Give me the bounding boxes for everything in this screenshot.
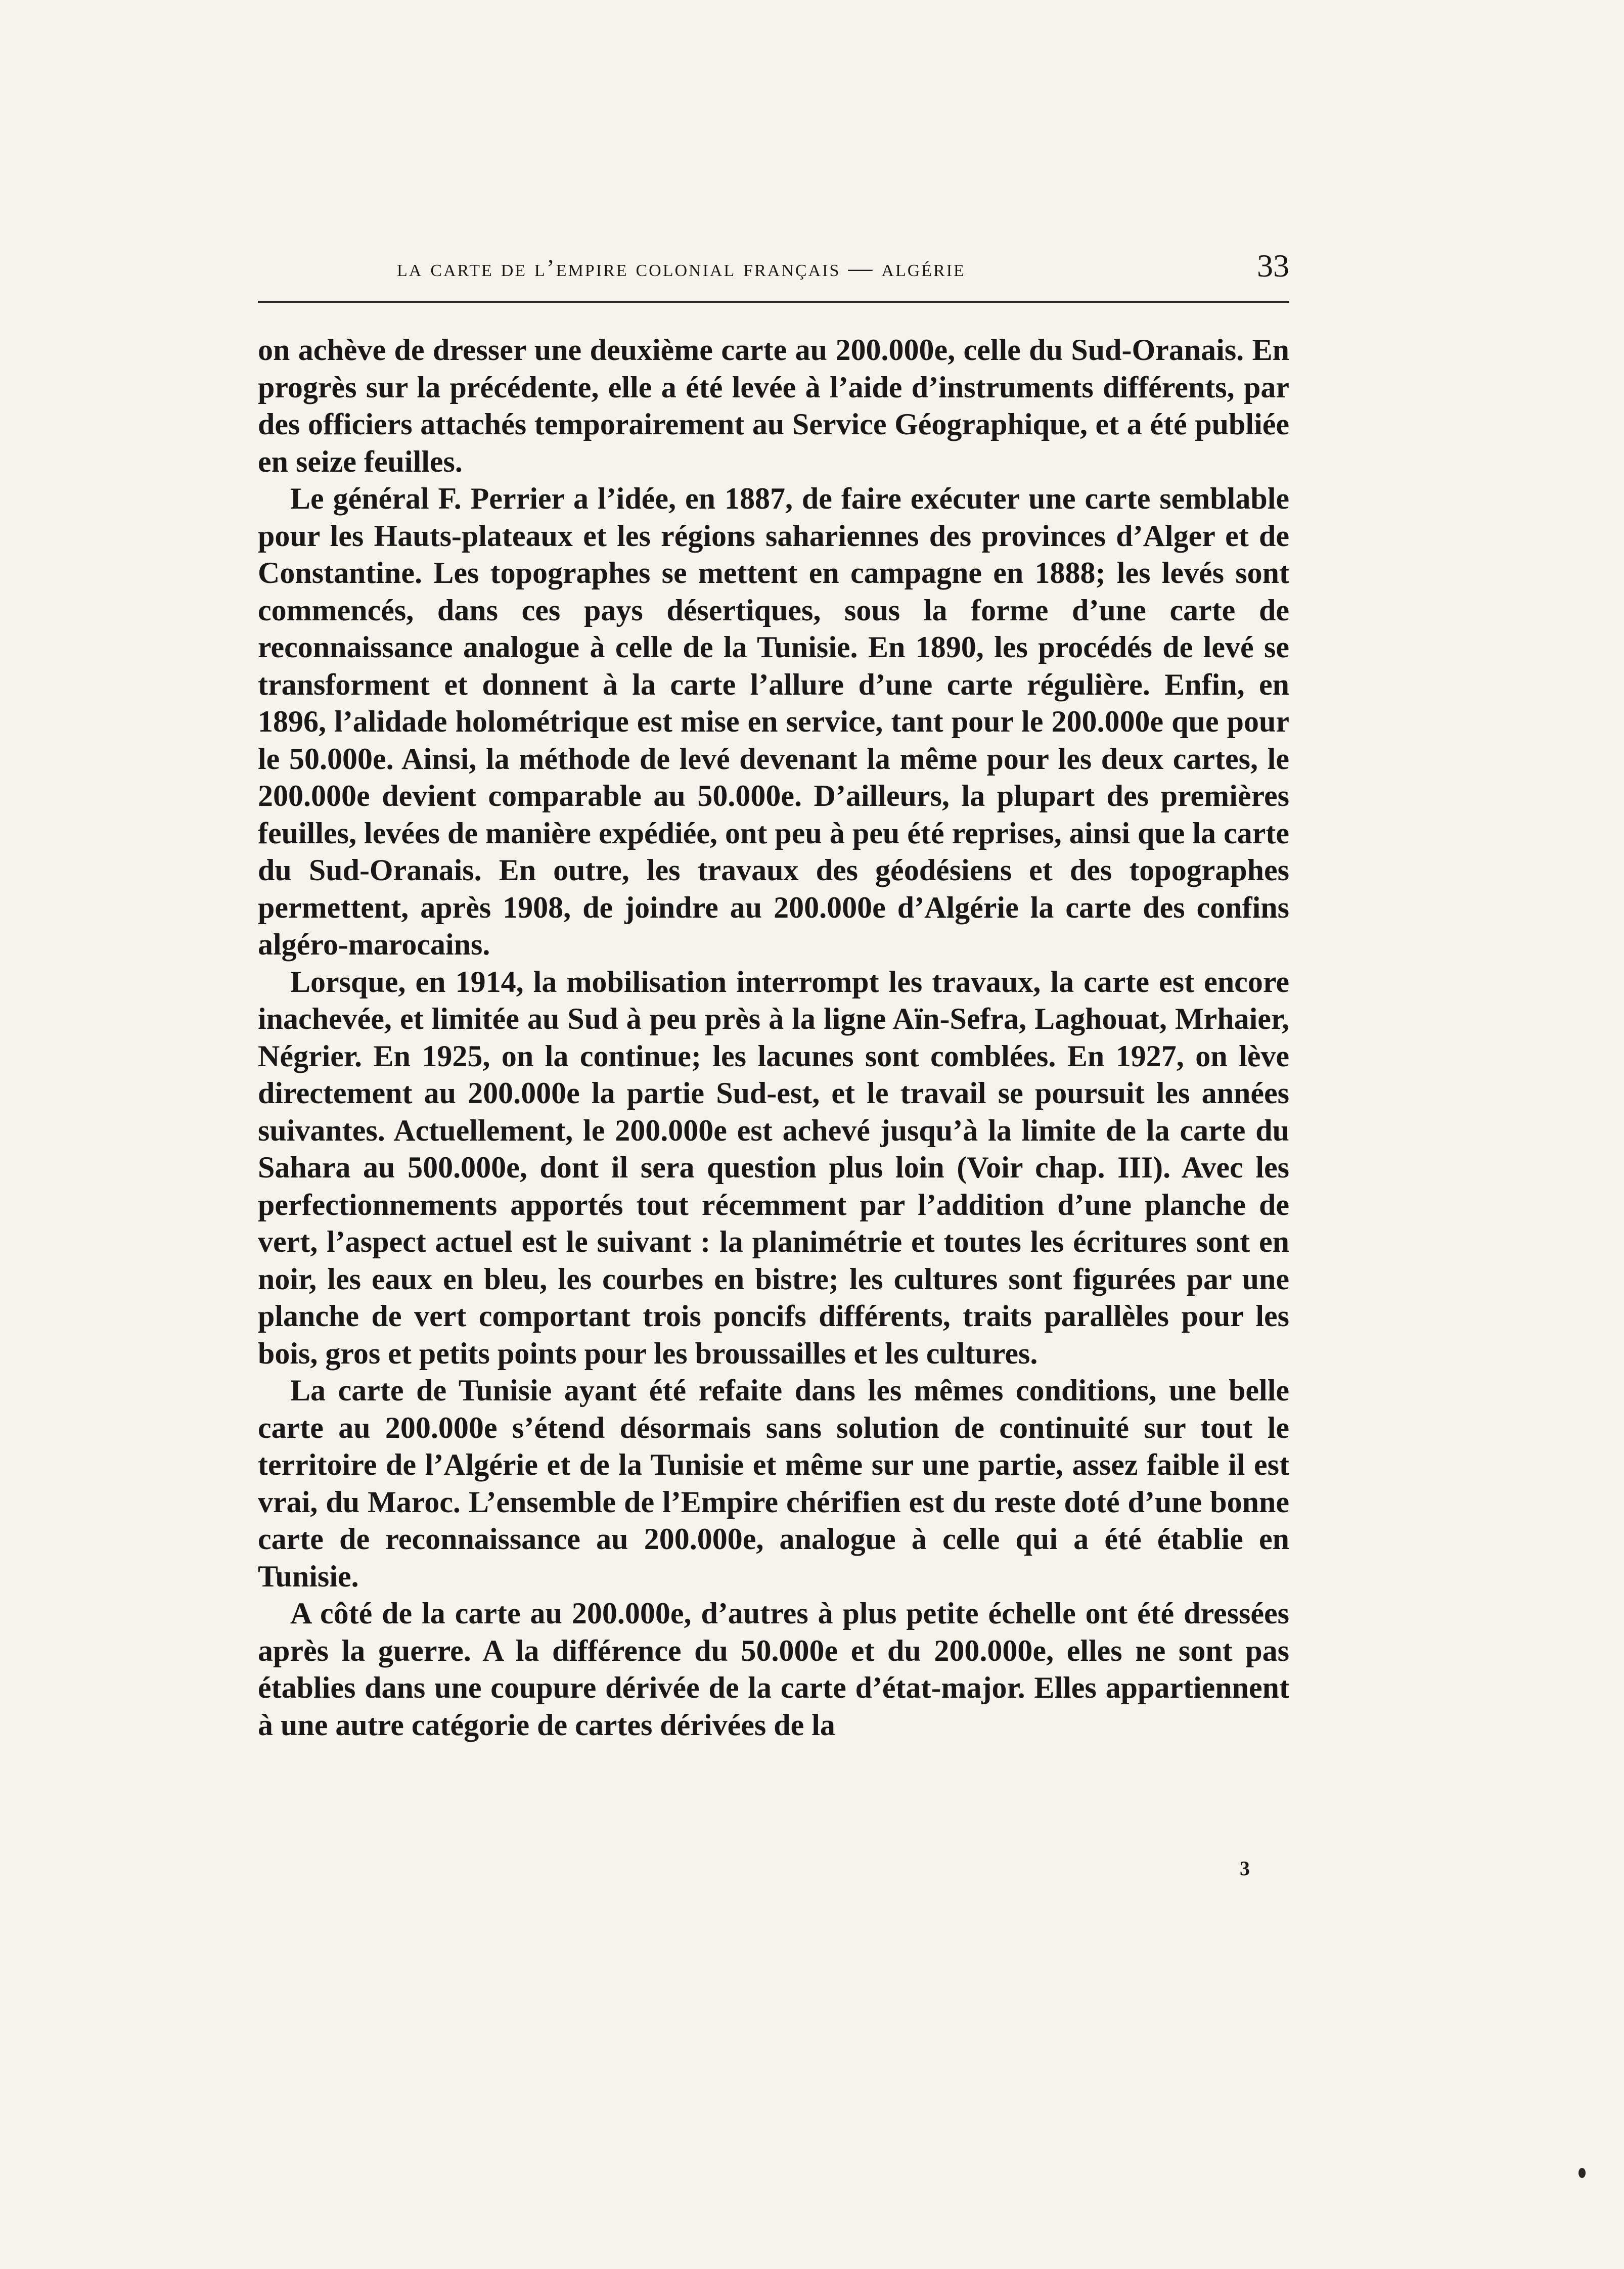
paragraph: on achève de dresser une deuxième carte au 200.000e, celle du Sud-Oranais. En progrès sur la précédente, elle a été levée à l’aide d’instruments différents, par des officiers attachés temporairement au Service Géographique, et a été publiée en seize feuilles. (258, 333, 1289, 478)
page-number: 33 (1257, 248, 1289, 284)
ink-speck (1578, 2168, 1586, 2178)
running-header (258, 245, 1289, 303)
paragraph: A côté de la carte au 200.000e, d’autres à plus petite échelle ont été dressées après la guerre. A la différence du 50.000e et du 200.000e, elles ne sont pas établies dans une coupure dérivée de la carte d’état-major. Elles appartiennent à une autre catégorie de cartes dérivées de la (258, 1597, 1289, 1742)
body-text (258, 332, 1289, 1744)
running-title: la carte de l’empire colonial français — algérie (397, 255, 966, 282)
signature-mark: 3 (1240, 1857, 1250, 1880)
paragraph: La carte de Tunisie ayant été refaite dans les mêmes conditions, une belle carte au 200.000e s’étend désormais sans solution de continuité sur tout le territoire de l’Algérie et de la Tunisie et même sur une partie, assez faible il est vrai, du Maroc. L’ensemble de l’Empire chérifien est du reste doté d’une bonne carte de reconnaissance au 200.000e, analogue à celle qui a été établie en Tunisie. (258, 1374, 1289, 1593)
paragraph: Le général F. Perrier a l’idée, en 1887, de faire exécuter une carte semblable pour les Hauts-plateaux et les régions sahariennes des provinces d’Alger et de Constantine. Les topographes se mettent en campagne en 1888; les levés sont commencés, dans ces pays désertiques, sous la forme d’une carte de reconnaissance analogue à celle de la Tunisie. En 1890, les procédés de levé se transforment et donnent à la carte l’allure d’une carte régulière. Enfin, en 1896, l’alidade holométrique est mise en service, tant pour le 200.000e que pour le 50.000e. Ainsi, la méthode de levé devenant la même pour les deux cartes, le 200.000e devient comparable au 50.000e. D’ailleurs, la plupart des premières feuilles, levées de manière expédiée, ont peu à peu été reprises, ainsi que la carte du Sud-Oranais. En outre, les travaux des géodésiens et des topographes permettent, après 1908, de joindre au 200.000e d’Algérie la carte des confins algéro-marocains. (258, 482, 1289, 961)
paragraph: Lorsque, en 1914, la mobilisation interrompt les travaux, la carte est encore inachevée, et limitée au Sud à peu près à la ligne Aïn-Sefra, Laghouat, Mrhaier, Négrier. En 1925, on la continue; les lacunes sont comblées. En 1927, on lève directement au 200.000e la partie Sud-est, et le travail se poursuit les années suivantes. Actuellement, le 200.000e est achevé jusqu’à la limite de la carte du Sahara au 500.000e, dont il sera question plus loin (Voir chap. III). Avec les perfectionnements apportés tout récemment par l’addition d’une planche de vert, l’aspect actuel est le suivant : la planimétrie et toutes les écritures sont en noir, les eaux en bleu, les courbes en bistre; les cultures sont figurées par une planche de vert comportant trois poncifs différents, traits parallèles pour les bois, gros et petits points pour les broussailles et les cultures. (258, 965, 1289, 1370)
